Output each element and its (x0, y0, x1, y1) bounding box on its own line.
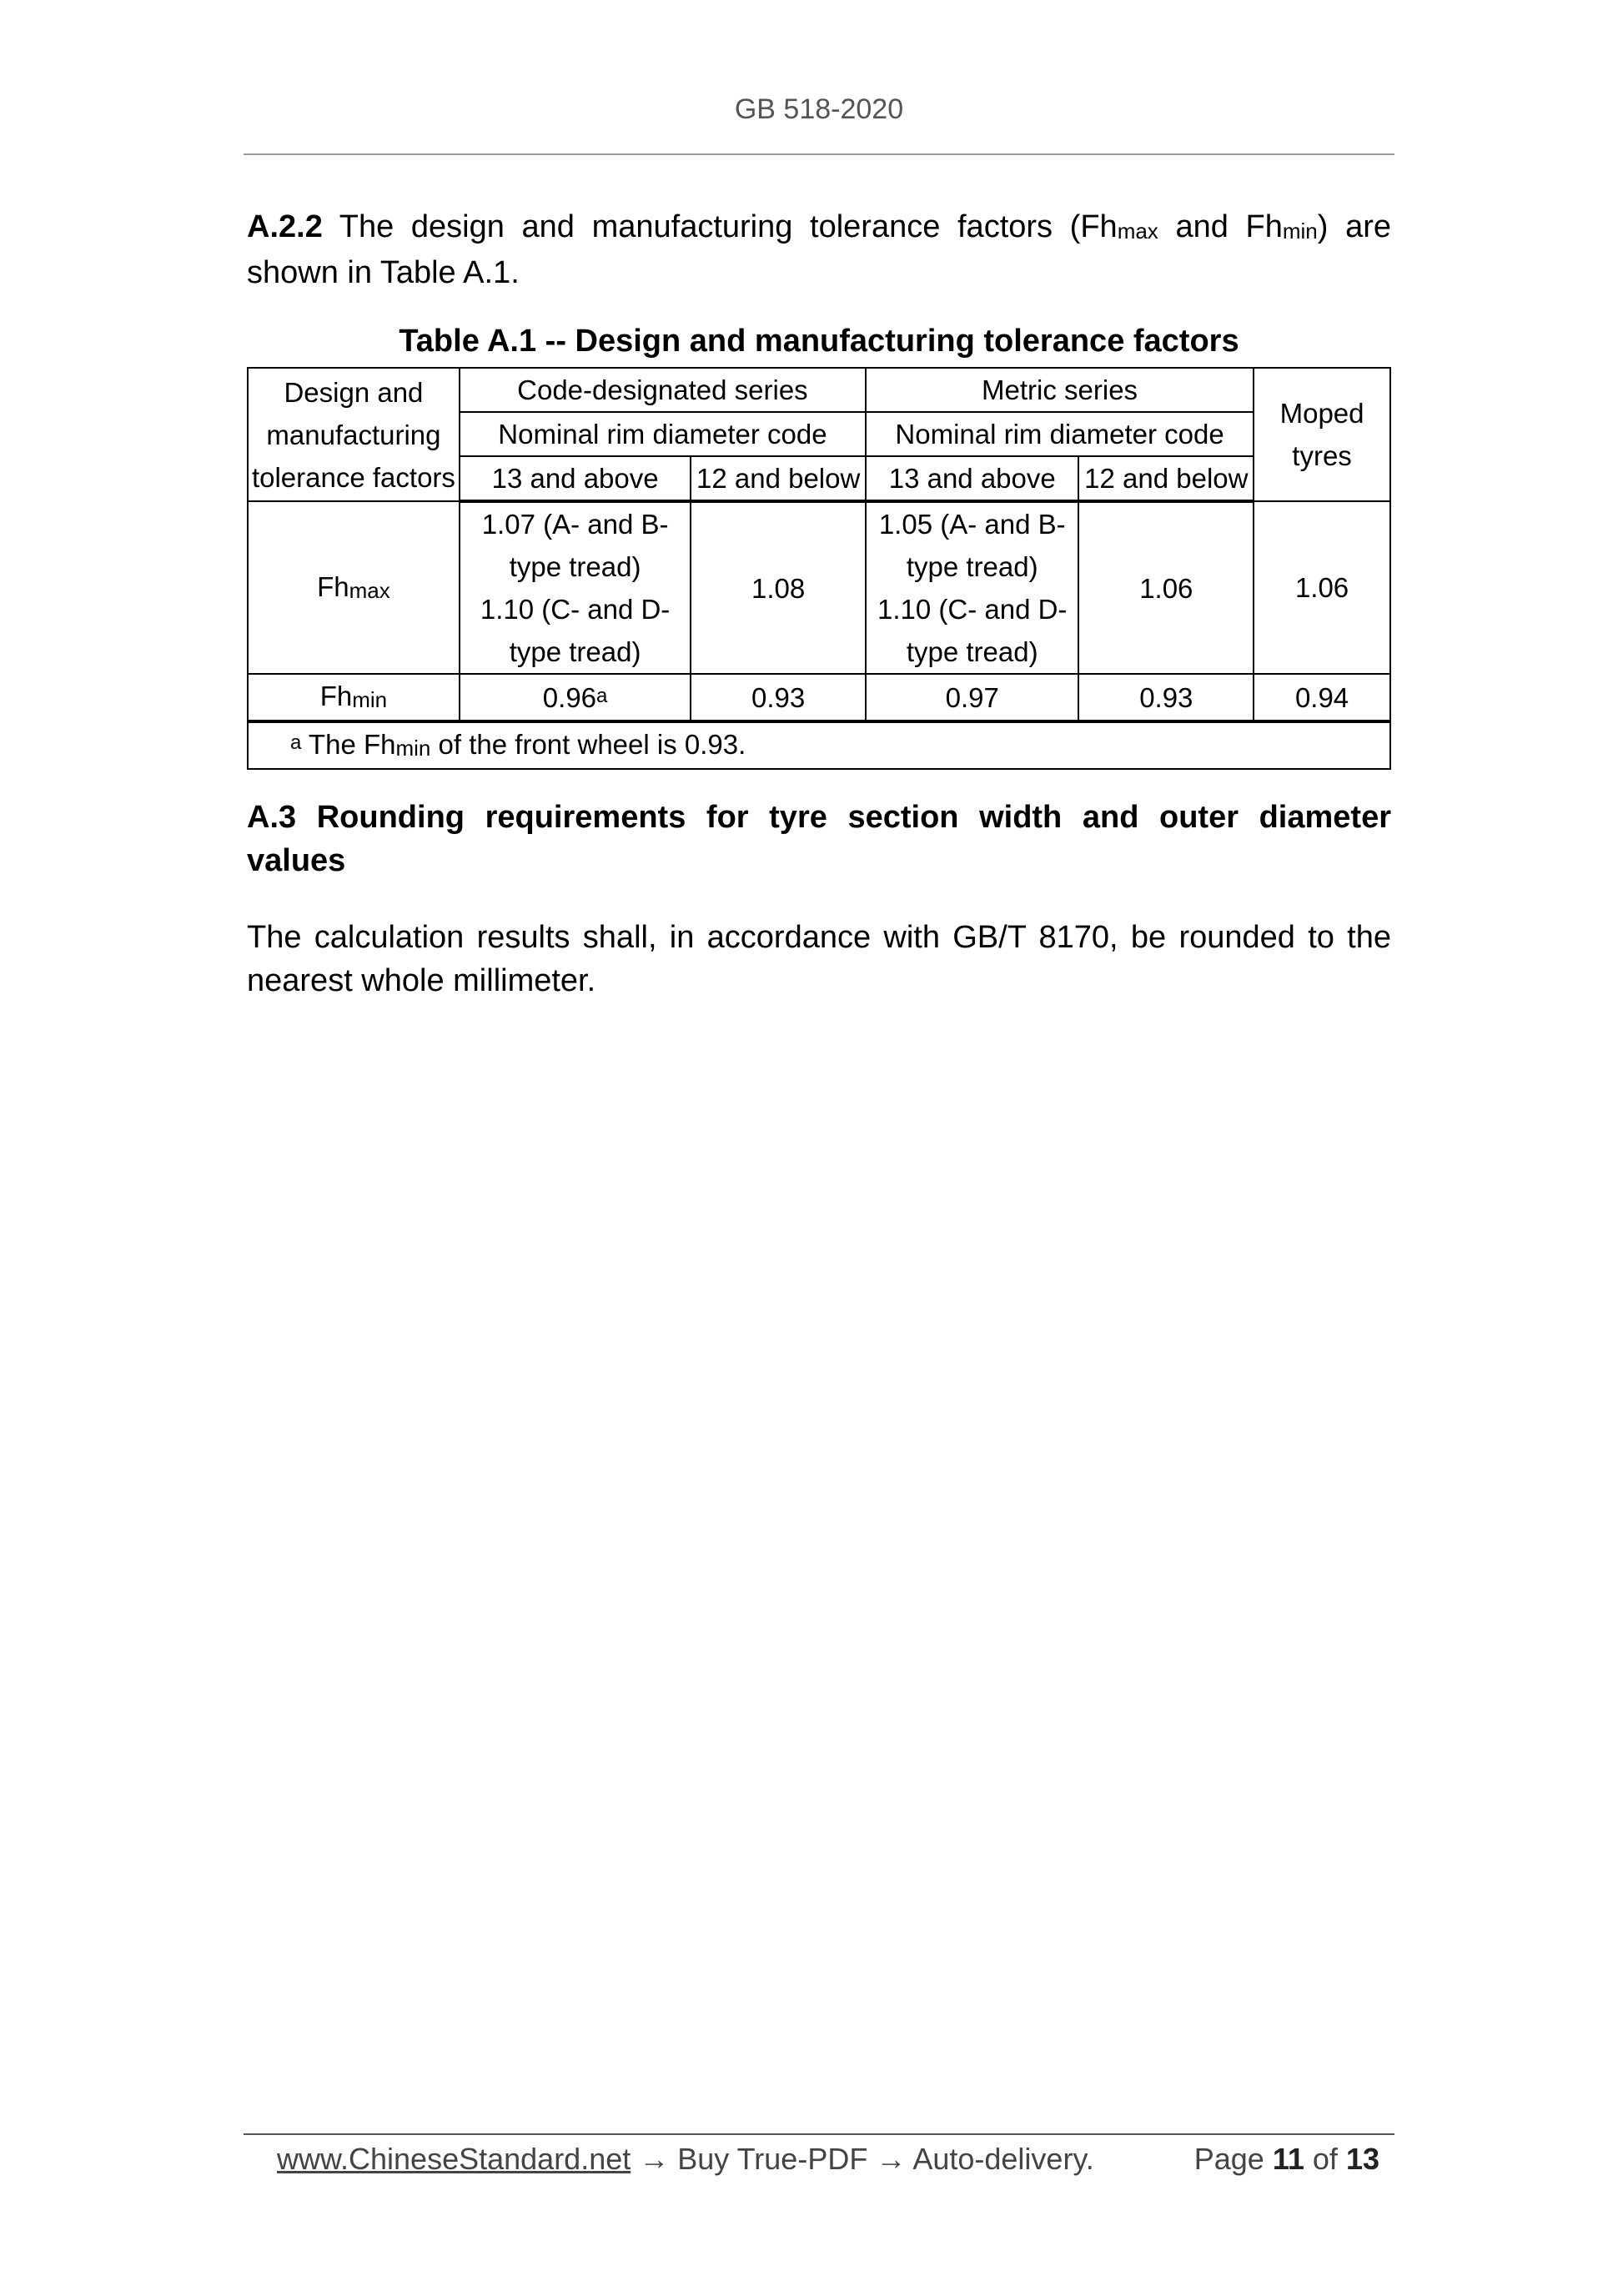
row-label-fhmax (248, 501, 460, 674)
page-total: 13 (1345, 2142, 1379, 2176)
table-title: Table A.1 -- Design and manufacturing tolerance factors (399, 324, 1239, 359)
header-12-below: 12 and below (1078, 456, 1254, 501)
header-nominal-code: Nominal rim diameter code (866, 412, 1254, 456)
cell-line: 1.10 (C- and D- (480, 594, 671, 625)
table-row (248, 674, 1390, 721)
header-rule (244, 153, 1394, 155)
cell-line: 1.05 (A- and B- (878, 509, 1066, 540)
subscript-max: max (1117, 219, 1158, 244)
header-13-above: 13 and above (866, 456, 1079, 501)
footer-website-link[interactable]: www.ChineseStandard.net (277, 2142, 631, 2176)
header-moped-tyres (1254, 368, 1390, 501)
cell-value: 0.96 (542, 681, 597, 713)
cell-metric-13-above: 0.97 (866, 674, 1079, 721)
table-footnote (248, 721, 1390, 769)
label-text: Fh (317, 570, 349, 602)
header-code-series: Code-designated series (460, 368, 866, 412)
cell-code-13-above (460, 501, 691, 674)
cell-line: type tread) (906, 551, 1038, 582)
footnote-text: The Fh (301, 729, 396, 760)
footer-rule (244, 2133, 1394, 2135)
cell-code-12-below: 0.93 (691, 674, 866, 721)
page-number (1146, 2140, 1379, 2178)
footnote-marker: a (596, 684, 608, 707)
cell-moped: 0.94 (1254, 674, 1390, 721)
cell-line: type tread) (906, 636, 1038, 667)
header-line: Moped (1279, 398, 1364, 429)
cell-metric-12-below: 0.93 (1078, 674, 1254, 721)
header-nominal-code: Nominal rim diameter code (460, 412, 866, 456)
paragraph-text: The design and manufacturing tolerance factors (Fh (322, 209, 1118, 244)
cell-line: type tread) (509, 636, 641, 667)
footnote-marker: a (290, 731, 302, 754)
paragraph-text: and Fh (1158, 209, 1283, 244)
cell-line: type tread) (509, 551, 641, 582)
cell-moped: 1.06 (1254, 501, 1390, 674)
footer-buy-text: → Buy True-PDF (631, 2142, 877, 2176)
header-line: tolerance factors (251, 461, 455, 493)
header-line: manufacturing (266, 419, 441, 450)
header-cell-factors (248, 368, 460, 501)
footer-delivery-text: → Auto-delivery. (876, 2142, 1094, 2176)
subscript-min: min (1282, 219, 1318, 244)
page-label: Page (1193, 2142, 1264, 2176)
label-text: Fh (319, 681, 353, 711)
header-12-below: 12 and below (691, 456, 866, 501)
cell-line: 1.10 (C- and D- (877, 594, 1068, 625)
cell-metric-13-above (866, 501, 1079, 674)
footer-promo (277, 2140, 1094, 2178)
footnote-text: of the front wheel is 0.93. (430, 729, 746, 760)
label-subscript: min (352, 687, 388, 712)
tolerance-factors-table (247, 367, 1391, 770)
page-of-label: of (1312, 2142, 1338, 2176)
header-line: tyres (1292, 440, 1352, 471)
row-label-fhmin (248, 674, 460, 721)
header-13-above: 13 and above (460, 456, 691, 501)
table-row (248, 501, 1390, 674)
cell-code-12-below: 1.08 (691, 501, 866, 674)
header-metric-series: Metric series (866, 368, 1254, 412)
cell-line: 1.07 (A- and B- (481, 509, 669, 540)
paragraph-a3: The calculation results shall, in accordance with GB/T 8170, be rounded to the nearest whole millimeter. (247, 920, 1391, 998)
paragraph-a22 (247, 205, 1391, 294)
paragraph-text: ) are shown in Table A.1. (247, 209, 1391, 290)
document-header-id: GB 518-2020 (734, 93, 904, 125)
clause-number: A.2.2 (247, 209, 323, 244)
label-subscript: max (349, 577, 390, 603)
page-current: 11 (1272, 2142, 1304, 2176)
footnote-subscript: min (395, 736, 431, 761)
header-line: Design and (284, 376, 424, 408)
cell-code-13-above (460, 674, 691, 721)
section-heading-a3: A.3 Rounding requirements for tyre section width and outer diameter values (247, 800, 1391, 878)
cell-metric-12-below: 1.06 (1078, 501, 1254, 674)
